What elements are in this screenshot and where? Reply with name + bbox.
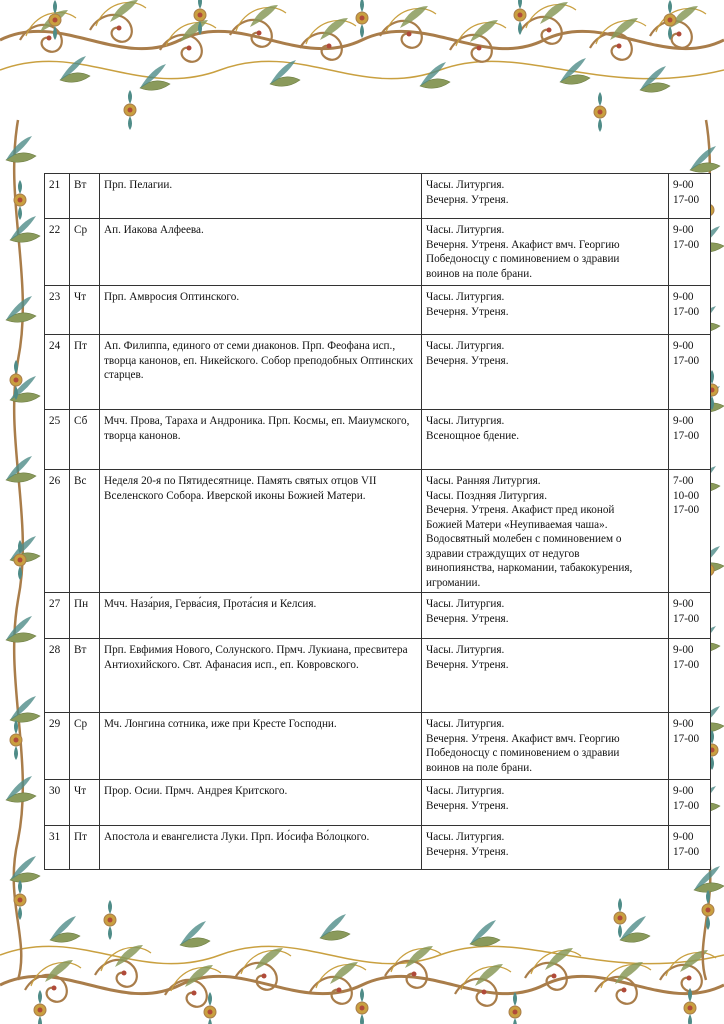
saints-commemoration: Ап. Филиппа, единого от семи диаконов. Прп. Феофана исп., творца канонов, еп. Никейского. Собор преподобных Оптинских старцев. (100, 335, 422, 410)
service-line: Часы. Литургия. (426, 415, 505, 427)
services-cell (422, 174, 669, 219)
schedule-row (45, 335, 711, 410)
saints-commemoration: Мч. Лонгина сотника, иже при Кресте Господни. (100, 713, 422, 780)
service-time: 9-00 (673, 644, 694, 656)
day-number: 23 (45, 286, 70, 335)
saints-commemoration: Прп. Амвросия Оптинского. (100, 286, 422, 335)
service-time: 17-00 (673, 504, 700, 516)
day-number: 27 (45, 593, 70, 639)
service-line: здравии страждущих от недугов (426, 547, 580, 560)
schedule-table (44, 173, 711, 870)
schedule-row (45, 639, 711, 713)
service-line: Вечерня. Утреня. Акафист вмч. Георгию (426, 238, 620, 251)
service-time: 10-00 (673, 489, 700, 502)
service-line: воинов на поле брани. (426, 761, 532, 774)
schedule-row (45, 410, 711, 470)
service-time: 17-00 (673, 612, 700, 625)
day-number: 28 (45, 639, 70, 713)
schedule-row (45, 826, 711, 870)
service-line: винопиянства, наркомании, табакокурения, (426, 562, 633, 574)
service-line: Водосвятный молебен с поминовением о (426, 533, 622, 545)
services-cell (422, 219, 669, 286)
service-line: Вечерня. Утреня. (426, 305, 509, 318)
times-cell (669, 826, 711, 870)
schedule-row (45, 470, 711, 593)
service-time: 17-00 (673, 799, 700, 812)
saints-commemoration: Мчч. Наза́рия, Герва́сия, Прота́сия и Келсия. (100, 593, 422, 639)
weekday: Ср (70, 713, 100, 780)
weekday: Вс (70, 470, 100, 593)
weekday: Чт (70, 286, 100, 335)
service-line: Вечерня. Утреня. (426, 799, 509, 812)
times-cell (669, 713, 711, 780)
service-time: 9-00 (673, 415, 694, 427)
service-time: 17-00 (673, 238, 700, 251)
service-time: 9-00 (673, 340, 694, 352)
times-cell (669, 780, 711, 826)
service-line: Часы. Литургия. (426, 831, 505, 843)
service-time: 9-00 (673, 718, 694, 730)
weekday: Сб (70, 410, 100, 470)
service-time: 17-00 (673, 732, 700, 745)
service-line: игромании. (426, 576, 481, 589)
schedule-row (45, 780, 711, 826)
service-line: Вечерня. Утреня. Акафист пред иконой (426, 504, 615, 516)
service-line: Часы. Ранняя Литургия. (426, 475, 541, 487)
service-line: Часы. Литургия. (426, 291, 505, 303)
service-time: 17-00 (673, 845, 700, 858)
service-line: Часы. Литургия. (426, 785, 505, 797)
service-time: 17-00 (673, 193, 700, 206)
times-cell (669, 639, 711, 713)
service-time: 9-00 (673, 598, 694, 610)
service-time: 9-00 (673, 831, 694, 843)
service-time: 9-00 (673, 224, 694, 236)
day-number: 22 (45, 219, 70, 286)
day-number: 31 (45, 826, 70, 870)
service-line: Вечерня. Утреня. (426, 845, 509, 858)
weekday: Чт (70, 780, 100, 826)
schedule-row (45, 174, 711, 219)
weekday: Ср (70, 219, 100, 286)
service-time: 17-00 (673, 305, 700, 318)
saints-commemoration: Неделя 20-я по Пятидесятнице. Память святых отцов VII Вселенского Собора. Иверской иконы Божией Матери. (100, 470, 422, 593)
weekday: Пн (70, 593, 100, 639)
service-time: 7-00 (673, 475, 694, 487)
day-number: 21 (45, 174, 70, 219)
service-line: Часы. Литургия. (426, 644, 505, 656)
services-cell (422, 780, 669, 826)
services-cell (422, 826, 669, 870)
weekday: Пт (70, 335, 100, 410)
times-cell (669, 174, 711, 219)
service-line: воинов на поле брани. (426, 267, 532, 280)
times-cell (669, 593, 711, 639)
service-time: 9-00 (673, 291, 694, 303)
service-time: 9-00 (673, 179, 694, 191)
service-line: Вечерня. Утреня. (426, 612, 509, 625)
saints-commemoration: Прп. Пелагии. (100, 174, 422, 219)
service-line: Вечерня. Утреня. (426, 193, 509, 206)
service-line: Часы. Литургия. (426, 179, 505, 191)
service-line: Вечерня. Утреня. (426, 658, 509, 671)
services-cell (422, 639, 669, 713)
services-cell (422, 470, 669, 593)
service-line: Победоносцу с поминовением о здравии (426, 253, 620, 265)
weekday: Пт (70, 826, 100, 870)
service-time: 17-00 (673, 429, 700, 442)
times-cell (669, 286, 711, 335)
day-number: 24 (45, 335, 70, 410)
service-time: 9-00 (673, 785, 694, 797)
service-line: Часы. Литургия. (426, 224, 505, 236)
service-line: Часы. Литургия. (426, 340, 505, 352)
service-line: Всенощное бдение. (426, 429, 520, 442)
service-time: 17-00 (673, 354, 700, 367)
times-cell (669, 410, 711, 470)
saints-commemoration: Мчч. Прова, Тараха и Андроника. Прп. Космы, еп. Маиумского, творца канонов. (100, 410, 422, 470)
services-cell (422, 410, 669, 470)
weekday: Вт (70, 639, 100, 713)
times-cell (669, 335, 711, 410)
schedule-row (45, 219, 711, 286)
services-cell (422, 286, 669, 335)
service-line: Вечерня. Утреня. (426, 354, 509, 367)
services-cell (422, 593, 669, 639)
times-cell (669, 219, 711, 286)
day-number: 26 (45, 470, 70, 593)
schedule-row (45, 593, 711, 639)
service-line: Часы. Поздняя Литургия. (426, 489, 547, 502)
day-number: 25 (45, 410, 70, 470)
saints-commemoration: Прор. Осии. Прмч. Андрея Критского. (100, 780, 422, 826)
day-number: 30 (45, 780, 70, 826)
services-cell (422, 335, 669, 410)
saints-commemoration: Ап. Иакова Алфеева. (100, 219, 422, 286)
weekday: Вт (70, 174, 100, 219)
times-cell (669, 470, 711, 593)
service-line: Божией Матери «Неупиваемая чаша». (426, 518, 608, 531)
service-time: 17-00 (673, 658, 700, 671)
saints-commemoration: Прп. Евфимия Нового, Солунского. Прмч. Лукиана, пресвитера Антиохийского. Свт. Афанасия исп., еп. Ковровского. (100, 639, 422, 713)
service-line: Часы. Литургия. (426, 718, 505, 730)
service-line: Часы. Литургия. (426, 598, 505, 610)
services-cell (422, 713, 669, 780)
schedule-row (45, 713, 711, 780)
schedule-row (45, 286, 711, 335)
day-number: 29 (45, 713, 70, 780)
service-line: Вечерня. Утреня. Акафист вмч. Георгию (426, 732, 620, 745)
service-line: Победоносцу с поминовением о здравии (426, 747, 620, 759)
saints-commemoration: Апостола и евангелиста Луки. Прп. Ио́сифа Во́лоцкого. (100, 826, 422, 870)
